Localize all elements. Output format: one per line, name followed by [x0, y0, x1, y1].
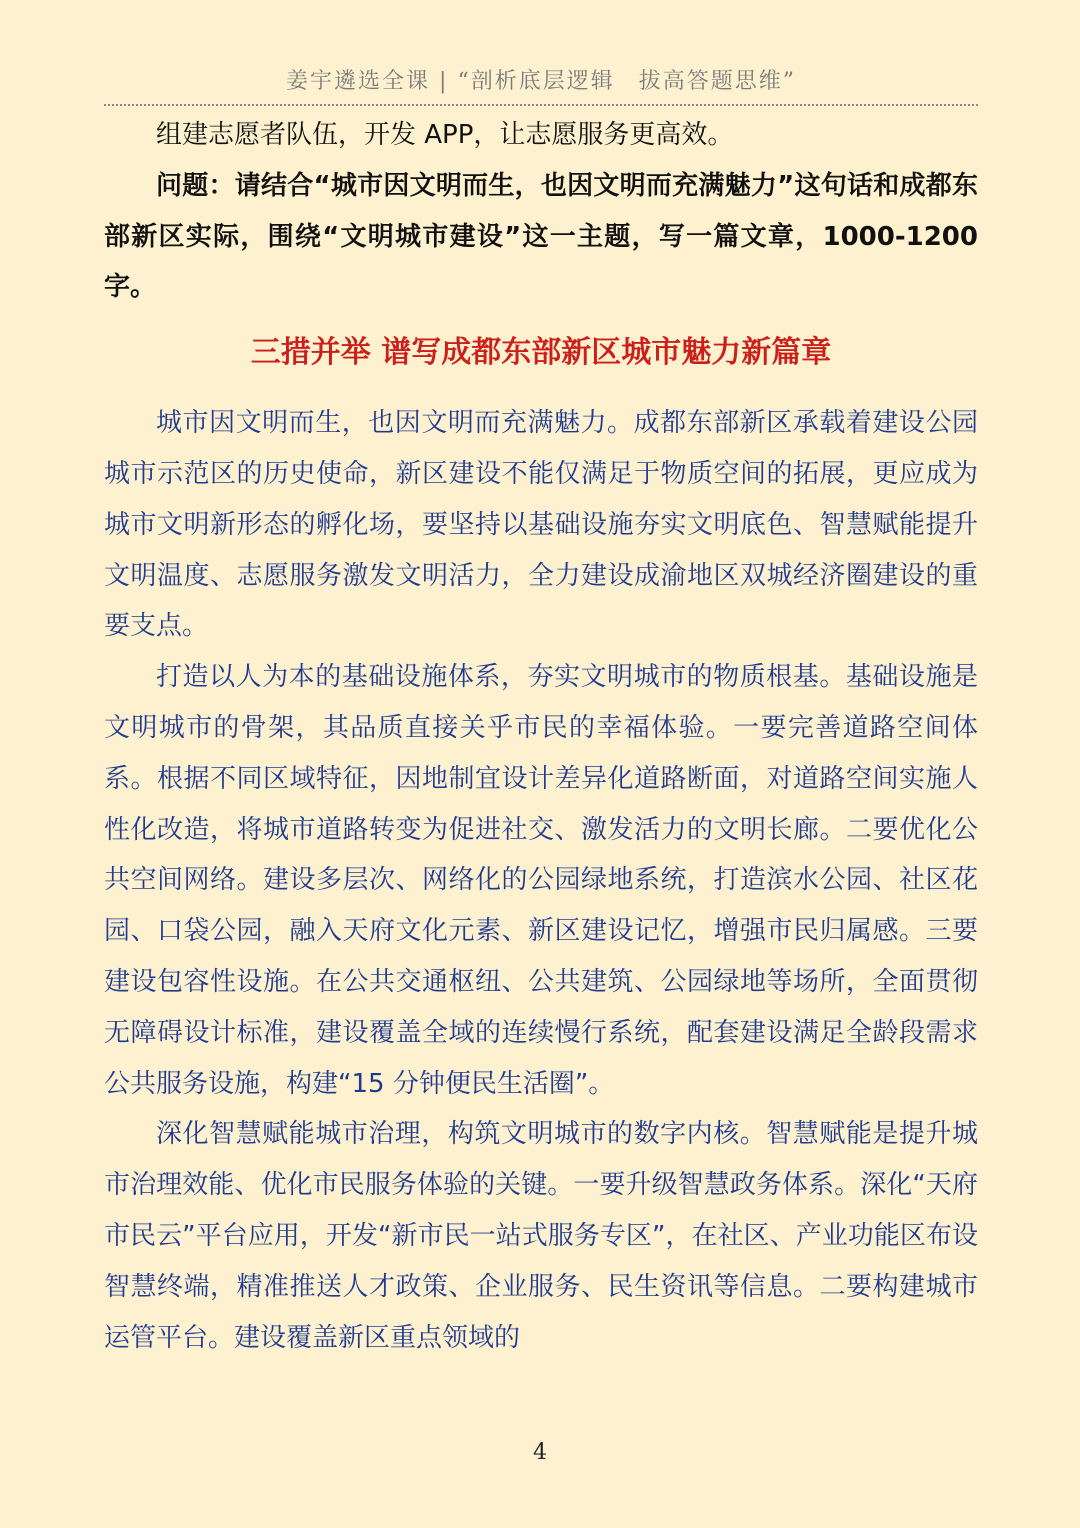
- page-number: 4: [533, 1440, 547, 1465]
- header-divider: [104, 104, 978, 106]
- article-paragraph: 深化智慧赋能城市治理，构筑文明城市的数字内核。智慧赋能是提升城市治理效能、优化市民服务体验的关键。一要升级智慧政务体系。深化“天府市民云”平台应用，开发“新市民一站式服务专区”，在社区、产业功能区布设智慧终端，精准推送人才政策、企业服务、民生资讯等信息。二要构建城市运管平台。建设覆盖新区重点领域的: [104, 1119, 978, 1353]
- continuation-paragraph: 组建志愿者队伍，开发 APP，让志愿服务更高效。: [156, 120, 734, 150]
- page-header: 姜宇遴选全课 | “剖析底层逻辑 拔高答题思维”: [286, 69, 796, 94]
- article-paragraph: 城市因文明而生，也因文明而充满魅力。成都东部新区承载着建设公园城市示范区的历史使命，新区建设不能仅满足于物质空间的拓展，更应成为城市文明新形态的孵化场，要坚持以基础设施夯实文明底色、智慧赋能提升文明温度、志愿服务激发文明活力，全力建设成渝地区双城经济圈建设的重要支点。: [104, 408, 978, 642]
- article-paragraph: 打造以人为本的基础设施体系，夯实文明城市的物质根基。基础设施是文明城市的骨架，其品质直接关乎市民的幸福体验。一要完善道路空间体系。根据不同区域特征，因地制宜设计差异化道路断面，对道路空间实施人性化改造，将城市道路转变为促进社交、激发活力的文明长廊。二要优化公共空间网络。建设多层次、网络化的公园绿地系统，打造滨水公园、社区花园、口袋公园，融入天府文化元素、新区建设记忆，增强市民归属感。三要建设包容性设施。在公共交通枢纽、公共建筑、公园绿地等场所，全面贯彻无障碍设计标准，建设覆盖全域的连续慢行系统，配套建设满足全龄段需求公共服务设施，构建“15 分钟便民生活圈”。: [104, 662, 978, 1099]
- article-title: 三措并举 谱写成都东部新区城市魅力新篇章: [250, 335, 832, 371]
- question-paragraph: 问题：请结合“城市因文明而生，也因文明而充满魅力”这句话和成都东部新区实际，围绕“文明城市建设”这一主题，写一篇文章，1000-1200 字。: [104, 170, 978, 303]
- page-content: [104, 110, 978, 1363]
